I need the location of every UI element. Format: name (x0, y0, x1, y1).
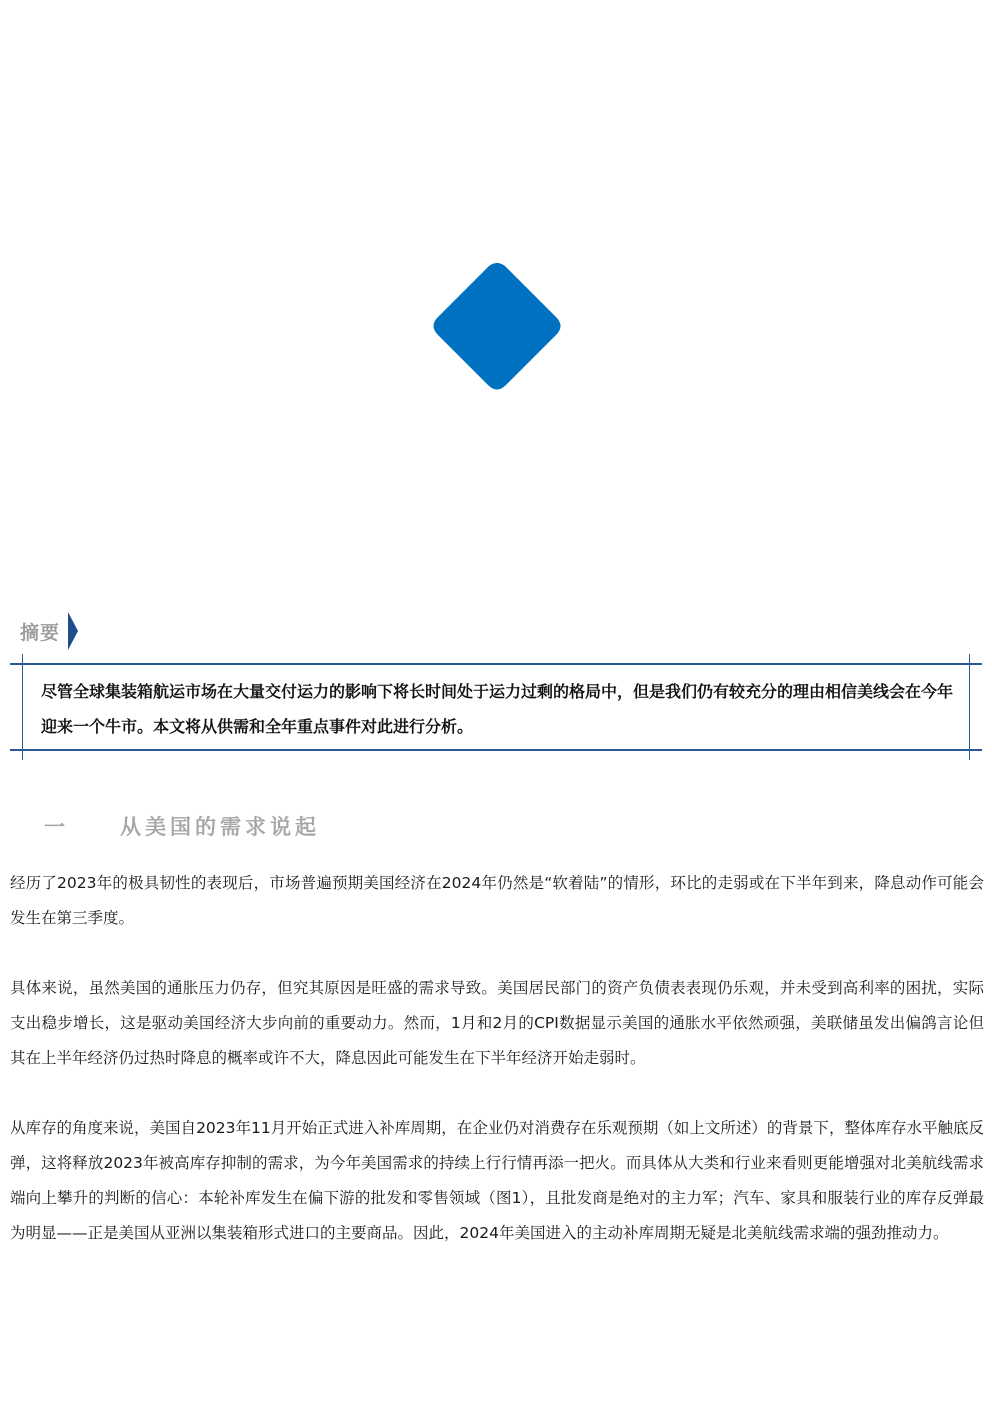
abstract-label: 摘要 (20, 621, 61, 644)
paragraph: 从库存的角度来说，美国自2023年11月开始正式进入补库周期，在企业仍对消费存在乐观预期（如上文所述）的背景下，整体库存水平触底反弹，这将释放2023年被高库存抑制的需求，为今年美国需求的持续上行行情再添一把火。而具体从大类和行业来看则更能增强对北美航线需求端向上攀升的判断的信心：本轮补库发生在偏下游的批发和零售领域（图1），且批发商是绝对的主力军；汽车、家具和服装行业的库存反弹最为明显——正是美国从亚洲以集装箱形式进口的主要商品。因此，2024年美国进入的主动补库周期无疑是北美航线需求端的强劲推动力。 (10, 1119, 984, 1242)
abstract-text: 尽管全球集装箱航运市场在大量交付运力的影响下将长时间处于运力过剩的格局中，但是我们仍有较充分的理由相信美线会在今年迎来一个牛市。本文将从供需和全年重点事件对此进行分析。 (41, 682, 954, 736)
abstract-right-rule (969, 654, 970, 760)
section-number: 一 (44, 815, 65, 839)
abstract-box (10, 654, 982, 760)
body-text (10, 866, 984, 1286)
diamond-logo-icon (426, 255, 568, 397)
section-title: 从美国的需求说起 (120, 815, 320, 839)
abstract-bottom-rule (10, 749, 982, 751)
paragraph: 具体来说，虽然美国的通胀压力仍存，但究其原因是旺盛的需求导致。美国居民部门的资产负债表表现仍乐观，并未受到高利率的困扰，实际支出稳步增长，这是驱动美国经济大步向前的重要动力。然而，1月和2月的CPI数据显示美国的通胀水平依然顽强，美联储虽发出偏鸽言论但其在上半年经济仍过热时降息的概率或许不大，降息因此可能发生在下半年经济开始走弱时。 (10, 979, 984, 1067)
section-heading (44, 810, 320, 842)
abstract-arrow-icon (68, 612, 78, 650)
paragraph: 经历了2023年的极具韧性的表现后，市场普遍预期美国经济在2024年仍然是“软着陆”的情形，环比的走弱或在下半年到来，降息动作可能会发生在第三季度。 (10, 874, 984, 927)
abstract-top-rule (10, 663, 982, 665)
abstract-tab (20, 612, 78, 650)
abstract-left-rule (22, 654, 23, 760)
